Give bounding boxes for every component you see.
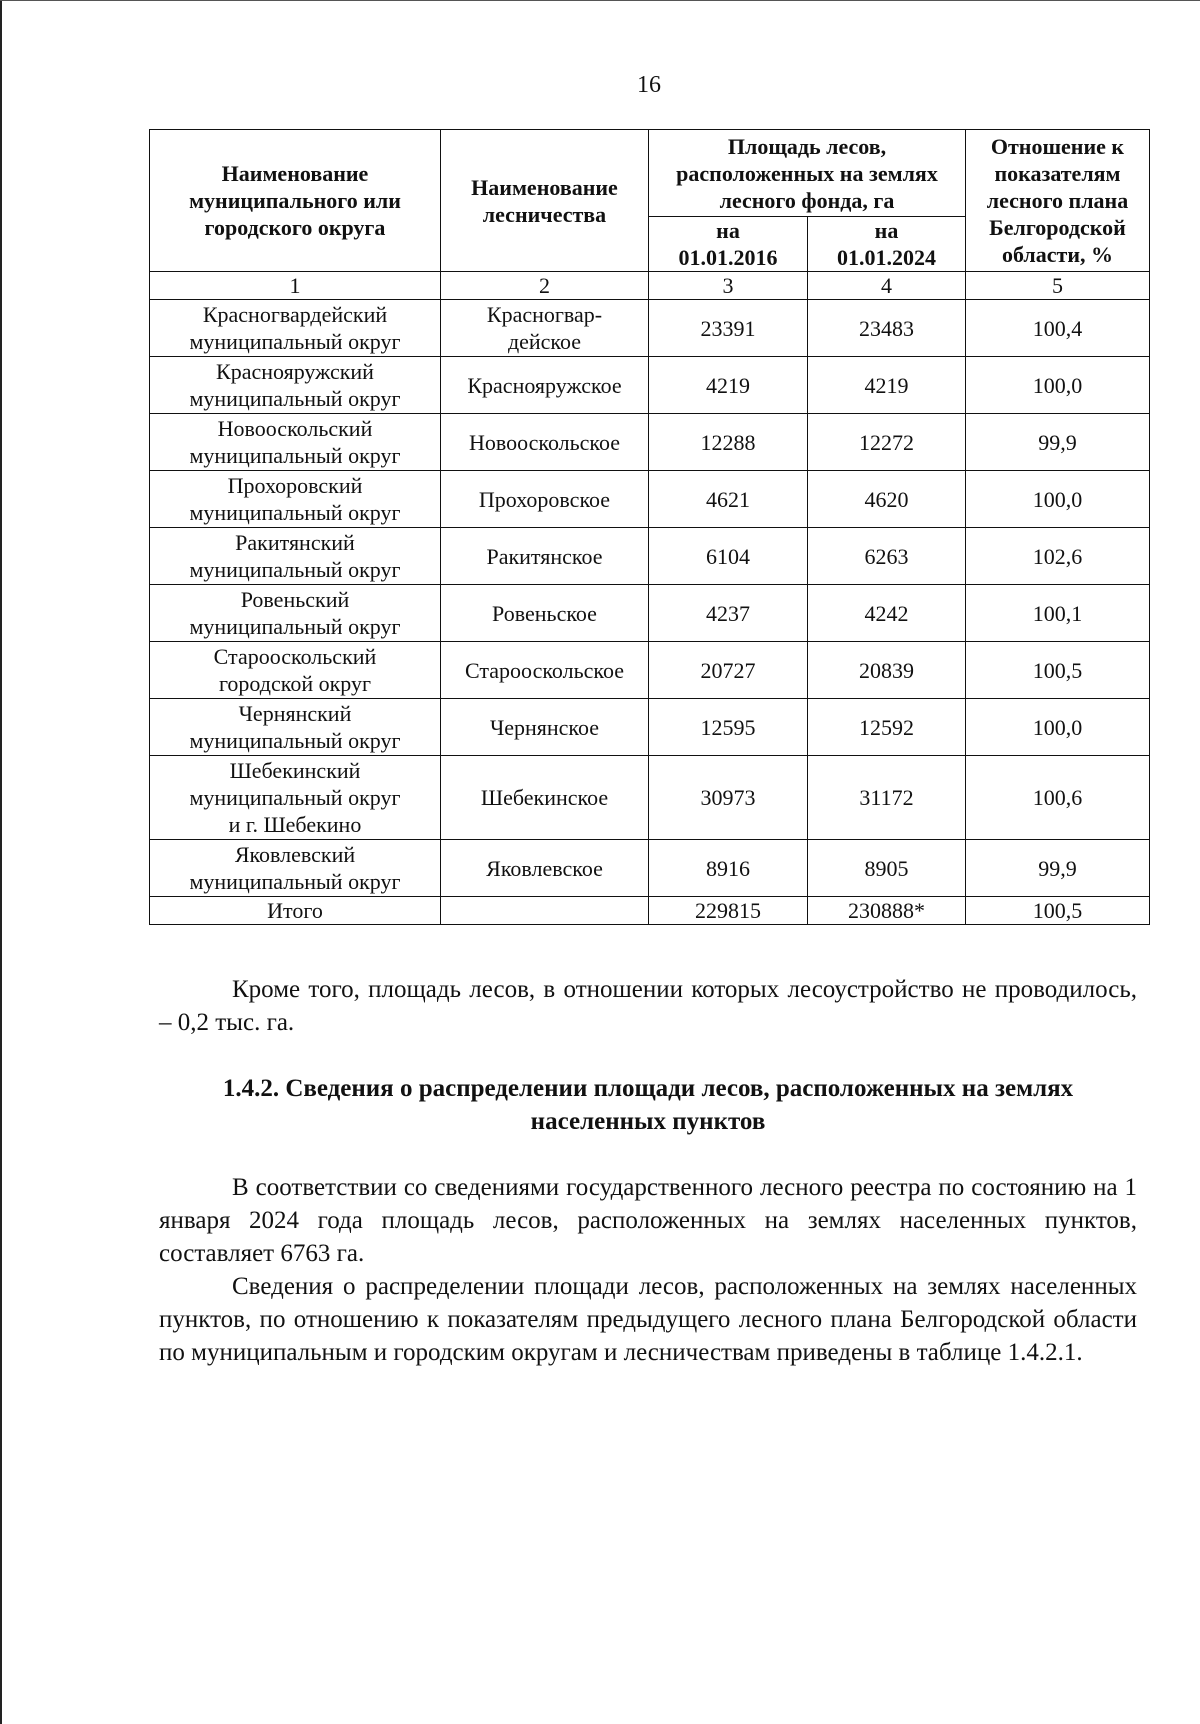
header-area-2016: на 01.01.2016 bbox=[649, 217, 808, 272]
total-forestry-cell bbox=[441, 897, 649, 925]
table-row bbox=[150, 699, 1150, 756]
area-2016-cell: 12288 bbox=[649, 414, 808, 471]
area-2016-cell: 4219 bbox=[649, 357, 808, 414]
forestry-cell: Яковлевское bbox=[441, 840, 649, 897]
table-header-row bbox=[150, 130, 1150, 217]
district-cell: Прохоровский муниципальный округ bbox=[150, 471, 441, 528]
area-2024-cell: 31172 bbox=[808, 756, 966, 840]
page-number: 16 bbox=[637, 72, 661, 98]
paragraph-unsurveyed-forests: Кроме того, площадь лесов, в отношении которых лесоустройство не проводилось, – 0,2 тыс. га. bbox=[159, 976, 1137, 1036]
district-cell: Красногвардейский муниципальный округ bbox=[150, 300, 441, 357]
ratio-cell: 100,4 bbox=[966, 300, 1150, 357]
column-number: 2 bbox=[441, 272, 649, 300]
ratio-cell: 100,0 bbox=[966, 471, 1150, 528]
area-2024-cell: 23483 bbox=[808, 300, 966, 357]
header-forestry: Наименование лесничества bbox=[441, 130, 649, 272]
forestry-cell: Новооскольское bbox=[441, 414, 649, 471]
district-cell: Новооскольский муниципальный округ bbox=[150, 414, 441, 471]
table-row bbox=[150, 756, 1150, 840]
column-number: 4 bbox=[808, 272, 966, 300]
area-2016-cell: 4621 bbox=[649, 471, 808, 528]
ratio-cell: 100,5 bbox=[966, 642, 1150, 699]
page-top-edge bbox=[0, 0, 1200, 1]
table-row bbox=[150, 585, 1150, 642]
paragraph-distribution-reference: Сведения о распределении площади лесов, расположенных на землях населенных пунктов, по отношению к показателям предыдущего лесного плана Белгородской области по муниципальным и городским округам и лесничествам приведены в таблице 1.4.2.1. bbox=[159, 1273, 1137, 1366]
area-2024-cell: 20839 bbox=[808, 642, 966, 699]
area-2016-cell: 30973 bbox=[649, 756, 808, 840]
forestry-cell: Шебекинское bbox=[441, 756, 649, 840]
forestry-cell: Ракитянское bbox=[441, 528, 649, 585]
area-2016-cell: 6104 bbox=[649, 528, 808, 585]
header-ratio: Отношение к показателям лесного плана Белгородской области, % bbox=[966, 130, 1150, 272]
area-2024-cell: 4219 bbox=[808, 357, 966, 414]
forestry-cell: Прохоровское bbox=[441, 471, 649, 528]
forestry-cell: Старооскольское bbox=[441, 642, 649, 699]
total-label: Итого bbox=[150, 897, 441, 925]
page-left-edge bbox=[0, 0, 2, 1724]
table-total-row bbox=[150, 897, 1150, 925]
paragraph-forest-registry: В соответствии со сведениями государственного лесного реестра по состоянию на 1 января 2024 года площадь лесов, расположенных на землях населенных пунктов, составляет 6763 га. bbox=[159, 1174, 1137, 1267]
ratio-cell: 99,9 bbox=[966, 840, 1150, 897]
district-cell: Яковлевский муниципальный округ bbox=[150, 840, 441, 897]
district-cell: Старооскольский городской округ bbox=[150, 642, 441, 699]
column-number: 1 bbox=[150, 272, 441, 300]
header-district: Наименование муниципального или городского округа bbox=[150, 130, 441, 272]
district-cell: Краснояружский муниципальный округ bbox=[150, 357, 441, 414]
district-cell: Ракитянский муниципальный округ bbox=[150, 528, 441, 585]
district-cell: Чернянский муниципальный округ bbox=[150, 699, 441, 756]
area-2016-cell: 12595 bbox=[649, 699, 808, 756]
table-row bbox=[150, 840, 1150, 897]
table-row bbox=[150, 642, 1150, 699]
column-number: 3 bbox=[649, 272, 808, 300]
table-row bbox=[150, 471, 1150, 528]
area-2016-cell: 23391 bbox=[649, 300, 808, 357]
section-heading: 1.4.2. Сведения о распределении площади лесов, расположенных на землях населенных пунктов bbox=[222, 1075, 1074, 1135]
ratio-cell: 100,0 bbox=[966, 699, 1150, 756]
area-2024-cell: 4620 bbox=[808, 471, 966, 528]
total-ratio: 100,5 bbox=[966, 897, 1150, 925]
forestry-cell: Краснояружское bbox=[441, 357, 649, 414]
table-row bbox=[150, 528, 1150, 585]
area-2016-cell: 4237 bbox=[649, 585, 808, 642]
ratio-cell: 100,1 bbox=[966, 585, 1150, 642]
ratio-cell: 99,9 bbox=[966, 414, 1150, 471]
ratio-cell: 100,0 bbox=[966, 357, 1150, 414]
header-forest-area: Площадь лесов, расположенных на землях лесного фонда, га bbox=[649, 130, 966, 217]
header-area-2024: на 01.01.2024 bbox=[808, 217, 966, 272]
forestry-cell: Чернянское bbox=[441, 699, 649, 756]
forestry-cell: Красногвар- дейское bbox=[441, 300, 649, 357]
area-2024-cell: 12272 bbox=[808, 414, 966, 471]
area-2016-cell: 20727 bbox=[649, 642, 808, 699]
column-number: 5 bbox=[966, 272, 1150, 300]
area-2024-cell: 6263 bbox=[808, 528, 966, 585]
total-area-2024: 230888* bbox=[808, 897, 966, 925]
table-row bbox=[150, 300, 1150, 357]
area-2024-cell: 4242 bbox=[808, 585, 966, 642]
forestry-cell: Ровеньское bbox=[441, 585, 649, 642]
table-row bbox=[150, 414, 1150, 471]
district-cell: Ровеньский муниципальный округ bbox=[150, 585, 441, 642]
area-2024-cell: 12592 bbox=[808, 699, 966, 756]
area-2016-cell: 8916 bbox=[649, 840, 808, 897]
ratio-cell: 100,6 bbox=[966, 756, 1150, 840]
total-area-2016: 229815 bbox=[649, 897, 808, 925]
column-number-row bbox=[150, 272, 1150, 300]
forest-area-table bbox=[149, 129, 1150, 925]
district-cell: Шебекинский муниципальный округ и г. Шебекино bbox=[150, 756, 441, 840]
area-2024-cell: 8905 bbox=[808, 840, 966, 897]
ratio-cell: 102,6 bbox=[966, 528, 1150, 585]
table-row bbox=[150, 357, 1150, 414]
